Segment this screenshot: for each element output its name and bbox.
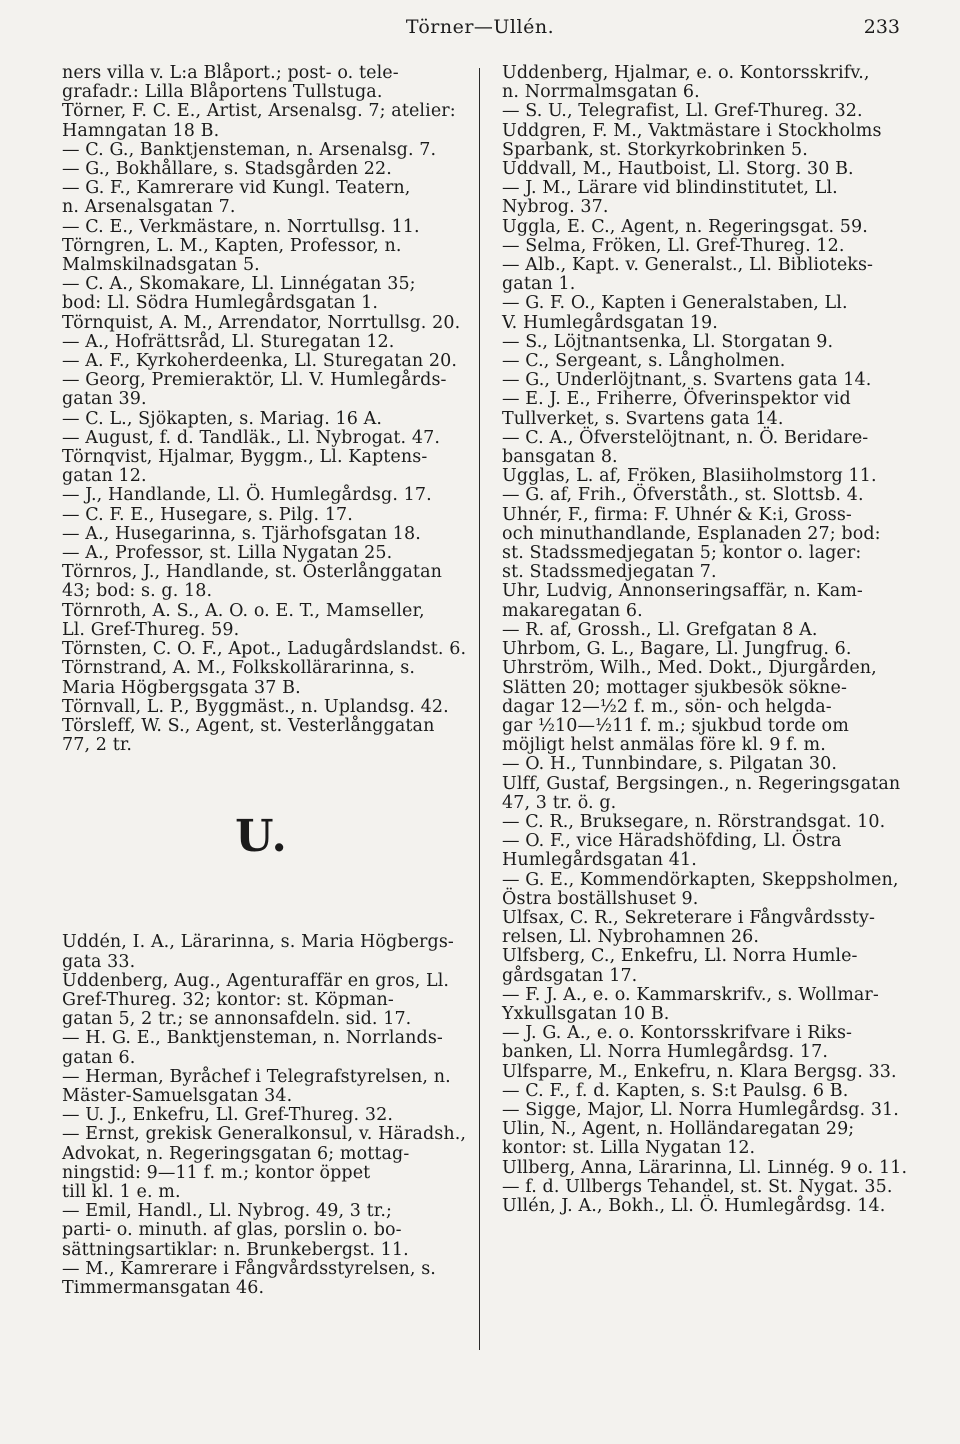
directory-line: n. Norrmalmsgatan 6. — [502, 82, 700, 103]
directory-line: — Georg, Premieraktör, Ll. V. Humlegårds- — [62, 370, 447, 391]
directory-line: — A., Professor, st. Lilla Nygatan 25. — [62, 543, 393, 564]
directory-line: gårdsgatan 17. — [502, 965, 638, 986]
directory-line: — U. J., Enkefru, Ll. Gref-Thureg. 32. — [62, 1105, 394, 1126]
directory-line: Törnroth, A. S., A. O. o. E. T., Mamseller, — [62, 600, 425, 621]
directory-line: — S., Löjtnantsenka, Ll. Storgatan 9. — [502, 331, 834, 352]
directory-line: — C. F., f. d. Kapten, s. S:t Paulsg. 6 B. — [502, 1080, 849, 1101]
directory-line: Hamngatan 18 B. — [62, 120, 220, 141]
directory-line: dagar 12—½2 f. m., sön- och helgda- — [502, 696, 832, 717]
right-column — [502, 64, 942, 1216]
directory-line: gatan 12. — [62, 466, 147, 487]
directory-line: 47, 3 tr. ö. g. — [502, 792, 617, 813]
directory-line: gatan 5, 2 tr.; se annonsafdeln. sid. 17. — [62, 1009, 412, 1030]
directory-line: Törnvall, L. P., Byggmäst., n. Uplandsg. 42. — [62, 696, 449, 717]
section-letter: U. — [235, 811, 289, 863]
directory-line: Ullén, J. A., Bokh., Ll. Ö. Humlegårdsg. 14. — [502, 1195, 886, 1216]
directory-line: Uggla, E. C., Agent, n. Regeringsgat. 59. — [502, 216, 868, 237]
directory-line: — O. H., Tunnbindare, s. Pilgatan 30. — [502, 754, 838, 775]
directory-line: Uhr, Ludvig, Annonseringsaffär, n. Kam- — [502, 581, 863, 602]
directory-line: Törsleff, W. S., Agent, st. Vesterlånggatan — [62, 715, 435, 736]
directory-line: — A., Husegarinna, s. Tjärhofsgatan 18. — [62, 523, 421, 544]
directory-line: — Herman, Byråchef i Telegrafstyrelsen, n. — [62, 1066, 451, 1087]
directory-line: Yxkullsgatan 10 B. — [502, 1003, 670, 1024]
directory-line: Uddenberg, Aug., Agenturaffär en gros, Ll. — [62, 970, 450, 991]
directory-line: — G., Bokhållare, s. Stadsgården 22. — [62, 159, 392, 180]
directory-line: V. Humlegårdsgatan 19. — [502, 312, 718, 333]
directory-line: Törnqvist, Hjalmar, Byggm., Ll. Kaptens- — [62, 447, 428, 468]
page-header — [60, 16, 900, 48]
directory-line: Maria Högbergsgata 37 B. — [62, 677, 301, 698]
directory-line: — G. F. O., Kapten i Generalstaben, Ll. — [502, 293, 848, 314]
directory-line: Sparbank, st. Storkyrkobrinken 5. — [502, 139, 808, 160]
running-head: Törner—Ullén. — [405, 16, 555, 38]
directory-line: Mäster-Samuelsgatan 34. — [62, 1085, 293, 1106]
directory-line: — C. L., Sjökapten, s. Mariag. 16 A. — [62, 408, 383, 429]
directory-line: Timmermansgatan 46. — [62, 1277, 265, 1298]
directory-line: Uhnér, F., firma: F. Uhnér & K:i, Gross- — [502, 504, 852, 525]
directory-line: — C. R., Bruksegare, n. Rörstrandsgat. 10. — [502, 811, 886, 832]
directory-line: Uddén, I. A., Lärarinna, s. Maria Högbergs- — [62, 932, 454, 953]
directory-line: — C. G., Banktjensteman, n. Arsenalsg. 7. — [62, 139, 437, 160]
directory-line: grafadr.: Lilla Blåportens Tullstuga. — [62, 82, 383, 103]
page-number: 233 — [863, 16, 900, 38]
directory-line: Törnquist, A. M., Arrendator, Norrtullsg. 20. — [62, 312, 461, 333]
directory-line: — R. af, Grossh., Ll. Grefgatan 8 A. — [502, 619, 818, 640]
directory-line: Ulfsberg, C., Enkefru, Ll. Norra Humle- — [502, 946, 858, 967]
directory-line: — A., Hofrättsråd, Ll. Sturegatan 12. — [62, 331, 395, 352]
directory-line: 77, 2 tr. — [62, 735, 133, 756]
directory-line: Törngren, L. M., Kapten, Professor, n. — [62, 235, 402, 256]
directory-line: Advokat, n. Regeringsgatan 6; mottag- — [62, 1143, 410, 1164]
directory-line: Törner, F. C. E., Artist, Arsenalsg. 7; atelier: — [62, 101, 456, 122]
directory-line: Törnstrand, A. M., Folkskollärarinna, s. — [62, 658, 416, 679]
directory-line: bansgatan 8. — [502, 447, 618, 468]
directory-line: Malmskilnadsgatan 5. — [62, 255, 260, 276]
directory-line: Törnsten, C. O. F., Apot., Ladugårdslandst. 6. — [62, 639, 467, 660]
directory-line: Uddgren, F. M., Vaktmästare i Stockholms — [502, 120, 882, 141]
directory-line: Ll. Gref-Thureg. 59. — [62, 619, 240, 640]
directory-line: — J. M., Lärare vid blindinstitutet, Ll. — [502, 178, 838, 199]
directory-line: — J. G. A., e. o. Kontorsskrifvare i Riks- — [502, 1023, 853, 1044]
directory-line: banken, Ll. Norra Humlegårdsg. 17. — [502, 1042, 829, 1063]
directory-line: st. Stadssmedjegatan 7. — [502, 562, 717, 583]
directory-line: Törnros, J., Handlande, st. Österlånggatan — [62, 562, 442, 583]
directory-line: — G. F., Kamrerare vid Kungl. Teatern, — [62, 178, 411, 199]
directory-line: — S. U., Telegrafist, Ll. Gref-Thureg. 32. — [502, 101, 863, 122]
directory-line: Ullberg, Anna, Lärarinna, Ll. Linnég. 9 o. 11. — [502, 1157, 908, 1178]
directory-line: — A. F., Kyrkoherdeenka, Ll. Sturegatan 20. — [62, 351, 458, 372]
directory-line: parti- o. minuth. af glas, porslin o. bo- — [62, 1220, 402, 1241]
directory-line: kontor: st. Lilla Nygatan 12. — [502, 1138, 756, 1159]
directory-line: — C. A., Öfverstelöjtnant, n. Ö. Beridare- — [502, 427, 869, 448]
directory-line: och minuthandlande, Esplanaden 27; bod: — [502, 523, 881, 544]
directory-line: — August, f. d. Tandläk., Ll. Nybrogat. 47. — [62, 427, 441, 448]
directory-line: Uhrbom, G. L., Bagare, Ll. Jungfrug. 6. — [502, 639, 852, 660]
directory-line: — H. G. E., Banktjensteman, n. Norrlands- — [62, 1028, 443, 1049]
directory-line: — Selma, Fröken, Ll. Gref-Thureg. 12. — [502, 235, 845, 256]
directory-line: — f. d. Ullbergs Tehandel, st. St. Nygat. 35. — [502, 1176, 893, 1197]
directory-line: — G. E., Kommendörkapten, Skeppsholmen, — [502, 869, 899, 890]
directory-line: — F. J. A., e. o. Kammarskrifv., s. Wollmar- — [502, 984, 879, 1005]
directory-line: Ugglas, L. af, Fröken, Blasiiholmstorg 11. — [502, 466, 877, 487]
directory-line: n. Arsenalsgatan 7. — [62, 197, 236, 218]
directory-line: Tullverket, s. Svartens gata 14. — [502, 408, 784, 429]
directory-line: ners villa v. L:a Blåport.; post- o. tele- — [62, 63, 399, 83]
directory-line: Ulin, N., Agent, n. Holländaregatan 29; — [502, 1119, 855, 1140]
directory-line: gatan 1. — [502, 274, 576, 295]
directory-line: — M., Kamrerare i Fångvårdsstyrelsen, s. — [62, 1258, 436, 1279]
directory-line: bod: Ll. Södra Humlegårdsgatan 1. — [62, 293, 379, 314]
directory-line: Nybrog. 37. — [502, 197, 609, 218]
directory-line: Östra boställshuset 9. — [502, 888, 699, 909]
directory-line: — E. J. E., Friherre, Öfverinspektor vid — [502, 389, 851, 410]
directory-line: — Sigge, Major, Ll. Norra Humlegårdsg. 31. — [502, 1099, 899, 1120]
directory-line: Ulfsax, C. R., Sekreterare i Fångvårdssty- — [502, 907, 876, 928]
directory-line: Gref-Thureg. 32; kontor: st. Köpman- — [62, 989, 394, 1010]
directory-line: sättningsartiklar: n. Brunkebergst. 11. — [62, 1239, 409, 1260]
directory-line: till kl. 1 e. m. — [62, 1181, 181, 1202]
directory-line: — J., Handlande, Ll. Ö. Humlegårdsg. 17. — [62, 485, 432, 506]
directory-line: — C. F. E., Husegare, s. Pilg. 17. — [62, 504, 353, 525]
left-column — [62, 63, 467, 1298]
directory-line: gar ½10—½11 f. m.; sjukbud torde om — [502, 715, 849, 736]
directory-line: — C. A., Skomakare, Ll. Linnégatan 35; — [62, 274, 416, 295]
directory-line: Uddenberg, Hjalmar, e. o. Kontorsskrifv., — [502, 63, 870, 83]
directory-line: relsen, Ll. Nybrohamnen 26. — [502, 927, 759, 948]
directory-line: — C. E., Verkmästare, n. Norrtullsg. 11. — [62, 216, 420, 237]
directory-line: gatan 39. — [62, 389, 147, 410]
directory-line: — Ernst, grekisk Generalkonsul, v. Häradsh., — [62, 1124, 467, 1145]
directory-line: ningstid: 9—11 f. m.; kontor öppet — [62, 1162, 371, 1183]
directory-line: Humlegårdsgatan 41. — [502, 850, 697, 871]
directory-line: — G. af, Frih., Öfverståth., st. Slottsb. 4. — [502, 485, 864, 506]
directory-line: 43; bod: s. g. 18. — [62, 581, 213, 602]
directory-line: gatan 6. — [62, 1047, 136, 1068]
directory-line: — Alb., Kapt. v. Generalst., Ll. Biblioteks- — [502, 255, 874, 276]
directory-line: — C., Sergeant, s. Långholmen. — [502, 351, 786, 372]
directory-line: Uhrström, Wilh., Med. Dokt., Djurgården, — [502, 658, 877, 679]
directory-line: makaregatan 6. — [502, 600, 643, 621]
directory-line: — G., Underlöjtnant, s. Svartens gata 14. — [502, 370, 872, 391]
directory-line: — O. F., vice Häradshöfding, Ll. Östra — [502, 831, 842, 852]
column-divider — [479, 68, 480, 1350]
directory-line: st. Stadssmedjegatan 5; kontor o. lager: — [502, 543, 862, 564]
directory-line: Ulff, Gustaf, Bergsingen., n. Regeringsgatan — [502, 773, 901, 794]
directory-line: möjligt helst anmälas före kl. 9 f. m. — [502, 735, 826, 756]
directory-line: Uddvall, M., Hautboist, Ll. Storg. 30 B. — [502, 159, 854, 180]
directory-line: Ulfsparre, M., Enkefru, n. Klara Bergsg. 33. — [502, 1061, 897, 1082]
directory-line: gata 33. — [62, 951, 136, 972]
directory-line: — Emil, Handl., Ll. Nybrog. 49, 3 tr.; — [62, 1201, 393, 1222]
directory-line: Slätten 20; mottager sjukbesök sökne- — [502, 677, 848, 698]
